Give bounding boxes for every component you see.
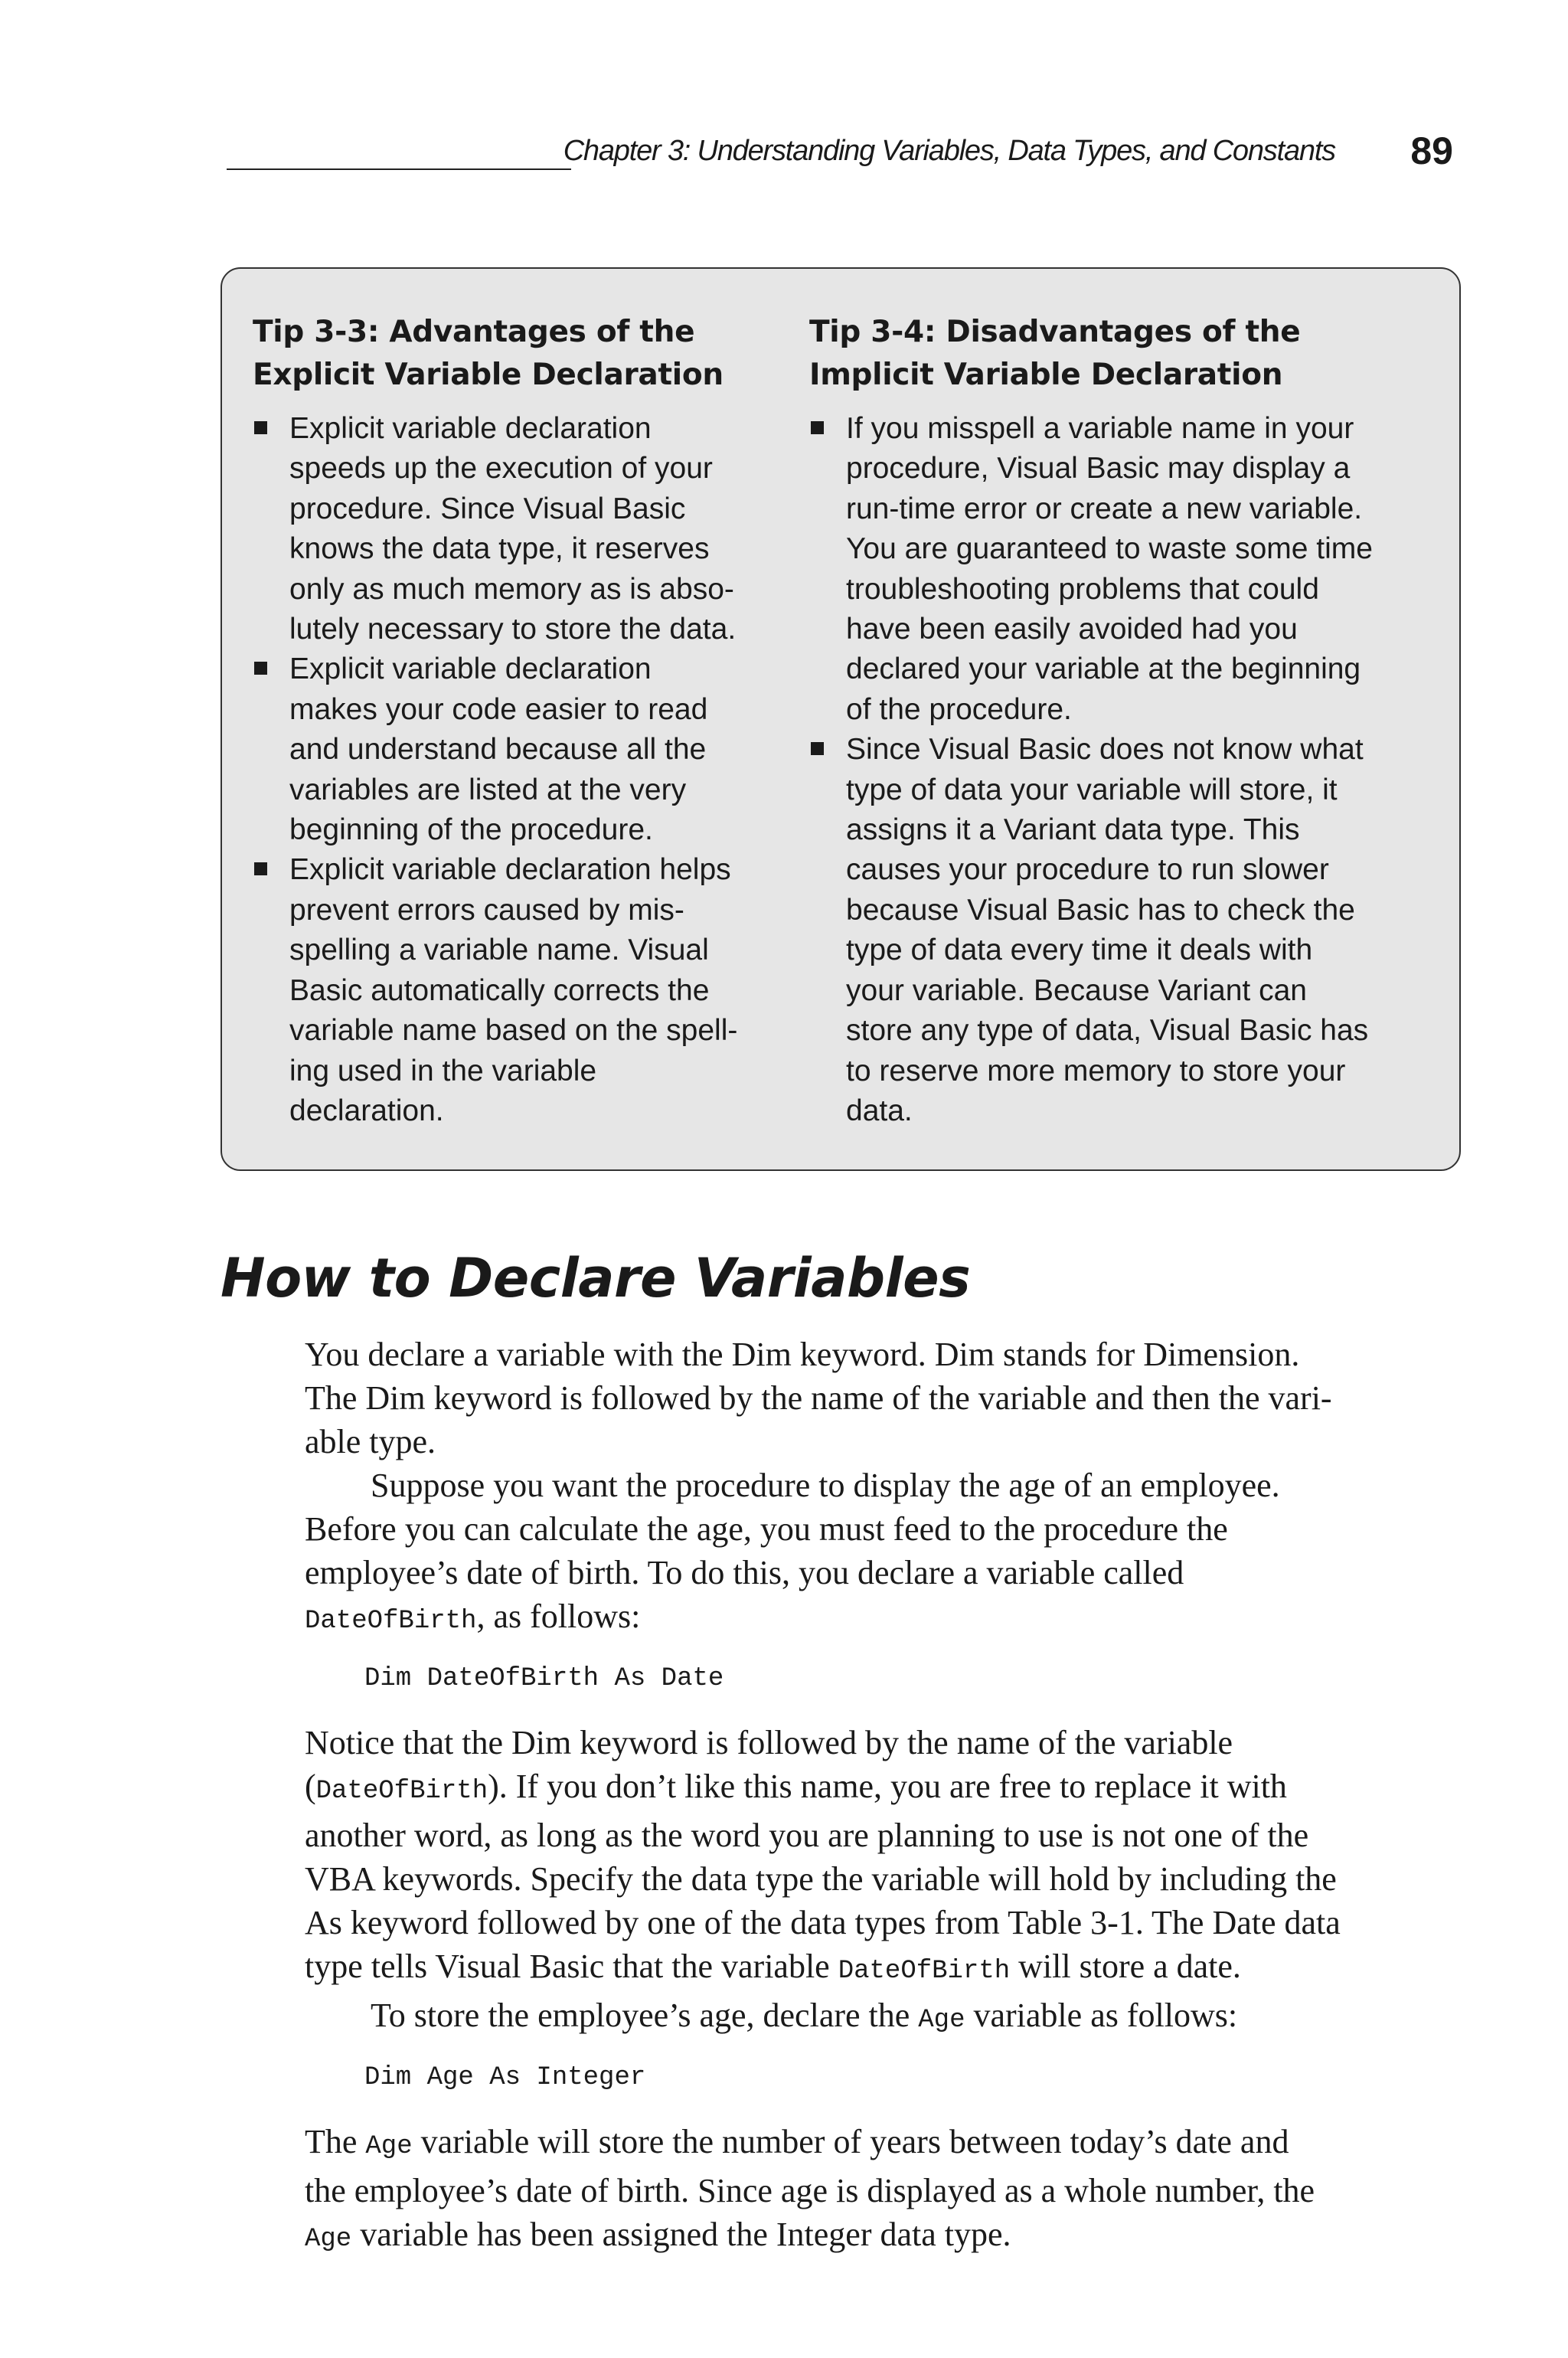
text-line: data. <box>846 1094 913 1127</box>
text-line: Before you can calculate the age, you must feed to the procedure the <box>305 1510 1228 1548</box>
text-line: type of data every time it deals with <box>846 934 1313 967</box>
text-line: and understand because all the <box>289 733 707 767</box>
tip-3-3 <box>253 311 789 1131</box>
text-line: If you misspell a variable name in your <box>846 412 1354 445</box>
inline-code: Age <box>305 2225 352 2254</box>
tip-title-line: Explicit Variable Declaration <box>253 358 724 392</box>
square-bullet-icon <box>811 742 824 755</box>
text-line: type tells Visual Basic that the variable <box>305 1948 830 1985</box>
text-line: only as much memory as is abso- <box>289 572 734 606</box>
text-line: As keyword followed by one of the data types from Table 3-1. The Date data <box>305 1904 1341 1941</box>
inline-code: DateOfBirth <box>305 1607 477 1636</box>
tip-title-line: Tip 3-3: Advantages of the <box>253 315 695 349</box>
text-line: variable has been assigned the Integer data type. <box>360 2216 1011 2253</box>
text-line: speeds up the execution of your <box>289 452 713 486</box>
list-item <box>809 730 1429 1131</box>
text-line: spelling a variable name. Visual <box>289 934 709 967</box>
text-line: employee’s date of birth. To do this, you declare a variable called <box>305 1554 1184 1591</box>
text-line: declared your variable at the beginning <box>846 652 1361 686</box>
section-heading: How to Declare Variables <box>220 1247 971 1310</box>
text-line: Since Visual Basic does not know what <box>846 733 1364 767</box>
text-line: will store a date. <box>1018 1948 1241 1985</box>
text-line: store any type of data, Visual Basic has <box>846 1014 1369 1048</box>
text-line: run-time error or create a new variable. <box>846 492 1363 525</box>
text-line: prevent errors caused by mis- <box>289 893 684 927</box>
tip-title-line: Implicit Variable Declaration <box>809 358 1283 392</box>
square-bullet-icon <box>254 421 267 434</box>
text-line: Explicit variable declaration <box>289 652 652 686</box>
paragraph <box>305 1721 1465 1993</box>
text-line: You are guaranteed to waste some time <box>846 532 1373 566</box>
text-line: VBA keywords. Specify the data type the variable will hold by including the <box>305 1860 1337 1898</box>
text-line: lutely necessary to store the data. <box>289 613 737 646</box>
tip-list <box>809 409 1429 1131</box>
paragraph <box>305 1993 1465 2042</box>
list-item <box>253 649 789 850</box>
text-line: variable name based on the spell- <box>289 1014 738 1048</box>
text-line: variable will store the number of years between today’s date and <box>420 2123 1289 2160</box>
text-line: , as follows: <box>476 1598 641 1635</box>
body-text <box>305 1333 1465 2262</box>
running-header <box>227 129 1464 175</box>
page-number: 89 <box>1410 129 1453 172</box>
paragraph <box>305 2120 1465 2262</box>
header-rule <box>227 168 571 170</box>
text-line: Notice that the Dim keyword is followed by the name of the variable <box>305 1724 1233 1761</box>
text-line: You declare a variable with the Dim keyword. Dim stands for Dimension. <box>305 1336 1300 1373</box>
tip-title <box>809 311 1429 397</box>
text-line: procedure. Since Visual Basic <box>289 492 686 525</box>
tips-sidebar-box <box>220 267 1461 1171</box>
text-line: Basic automatically corrects the <box>289 973 710 1007</box>
text-line: able type. <box>305 1423 436 1460</box>
text-line: causes your procedure to run slower <box>846 853 1329 887</box>
inline-code: Age <box>918 2006 965 2035</box>
text-line: to reserve more memory to store your <box>846 1054 1346 1087</box>
text-line: To store the employee’s age, declare the <box>371 1997 910 2034</box>
list-item <box>253 409 789 649</box>
text-line: Explicit variable declaration <box>289 412 652 445</box>
tip-title-line: Tip 3-4: Disadvantages of the <box>809 315 1301 349</box>
chapter-title: Chapter 3: Understanding Variables, Data Types, and Constants <box>563 135 1335 167</box>
inline-code: DateOfBirth <box>838 1957 1011 1986</box>
text-line: The <box>305 2123 358 2160</box>
text-line: assigns it a Variant data type. This <box>846 813 1300 847</box>
text-line: knows the data type, it reserves <box>289 532 710 566</box>
text-line: Suppose you want the procedure to display the age of an employee. <box>371 1467 1280 1504</box>
text-line: ing used in the variable <box>289 1054 597 1087</box>
code-line: Dim Age As Integer <box>364 2063 646 2092</box>
text-line: ( <box>305 1768 316 1805</box>
square-bullet-icon <box>254 662 267 675</box>
list-item <box>253 850 789 1131</box>
text-line: variable as follows: <box>973 1997 1238 2034</box>
text-line: declaration. <box>289 1094 444 1127</box>
text-line: another word, as long as the word you are planning to use is not one of the <box>305 1817 1309 1854</box>
square-bullet-icon <box>811 421 824 434</box>
text-line: the employee’s date of birth. Since age is displayed as a whole number, the <box>305 2172 1315 2209</box>
text-line: troubleshooting problems that could <box>846 572 1319 606</box>
tip-list <box>253 409 789 1131</box>
inline-code: DateOfBirth <box>315 1777 488 1806</box>
text-line: ). If you don’t like this name, you are free to replace it with <box>488 1768 1287 1805</box>
code-line: Dim DateOfBirth As Date <box>364 1664 724 1693</box>
text-line: makes your code easier to read <box>289 692 708 726</box>
text-line: The Dim keyword is followed by the name of the variable and then the vari- <box>305 1379 1332 1417</box>
tip-3-4 <box>809 311 1429 1131</box>
list-item <box>809 409 1429 730</box>
text-line: because Visual Basic has to check the <box>846 893 1355 927</box>
inline-code: Age <box>365 2132 413 2161</box>
text-line: have been easily avoided had you <box>846 613 1298 646</box>
text-line: beginning of the procedure. <box>289 813 653 847</box>
text-line: of the procedure. <box>846 692 1072 726</box>
text-line: type of data your variable will store, it <box>846 773 1338 806</box>
tip-title <box>253 311 789 397</box>
text-line: procedure, Visual Basic may display a <box>846 452 1351 486</box>
text-line: variables are listed at the very <box>289 773 687 806</box>
paragraph <box>305 1333 1465 1464</box>
square-bullet-icon <box>254 862 267 875</box>
paragraph <box>305 1464 1465 1643</box>
text-line: Explicit variable declaration helps <box>289 853 731 887</box>
text-line: your variable. Because Variant can <box>846 973 1307 1007</box>
